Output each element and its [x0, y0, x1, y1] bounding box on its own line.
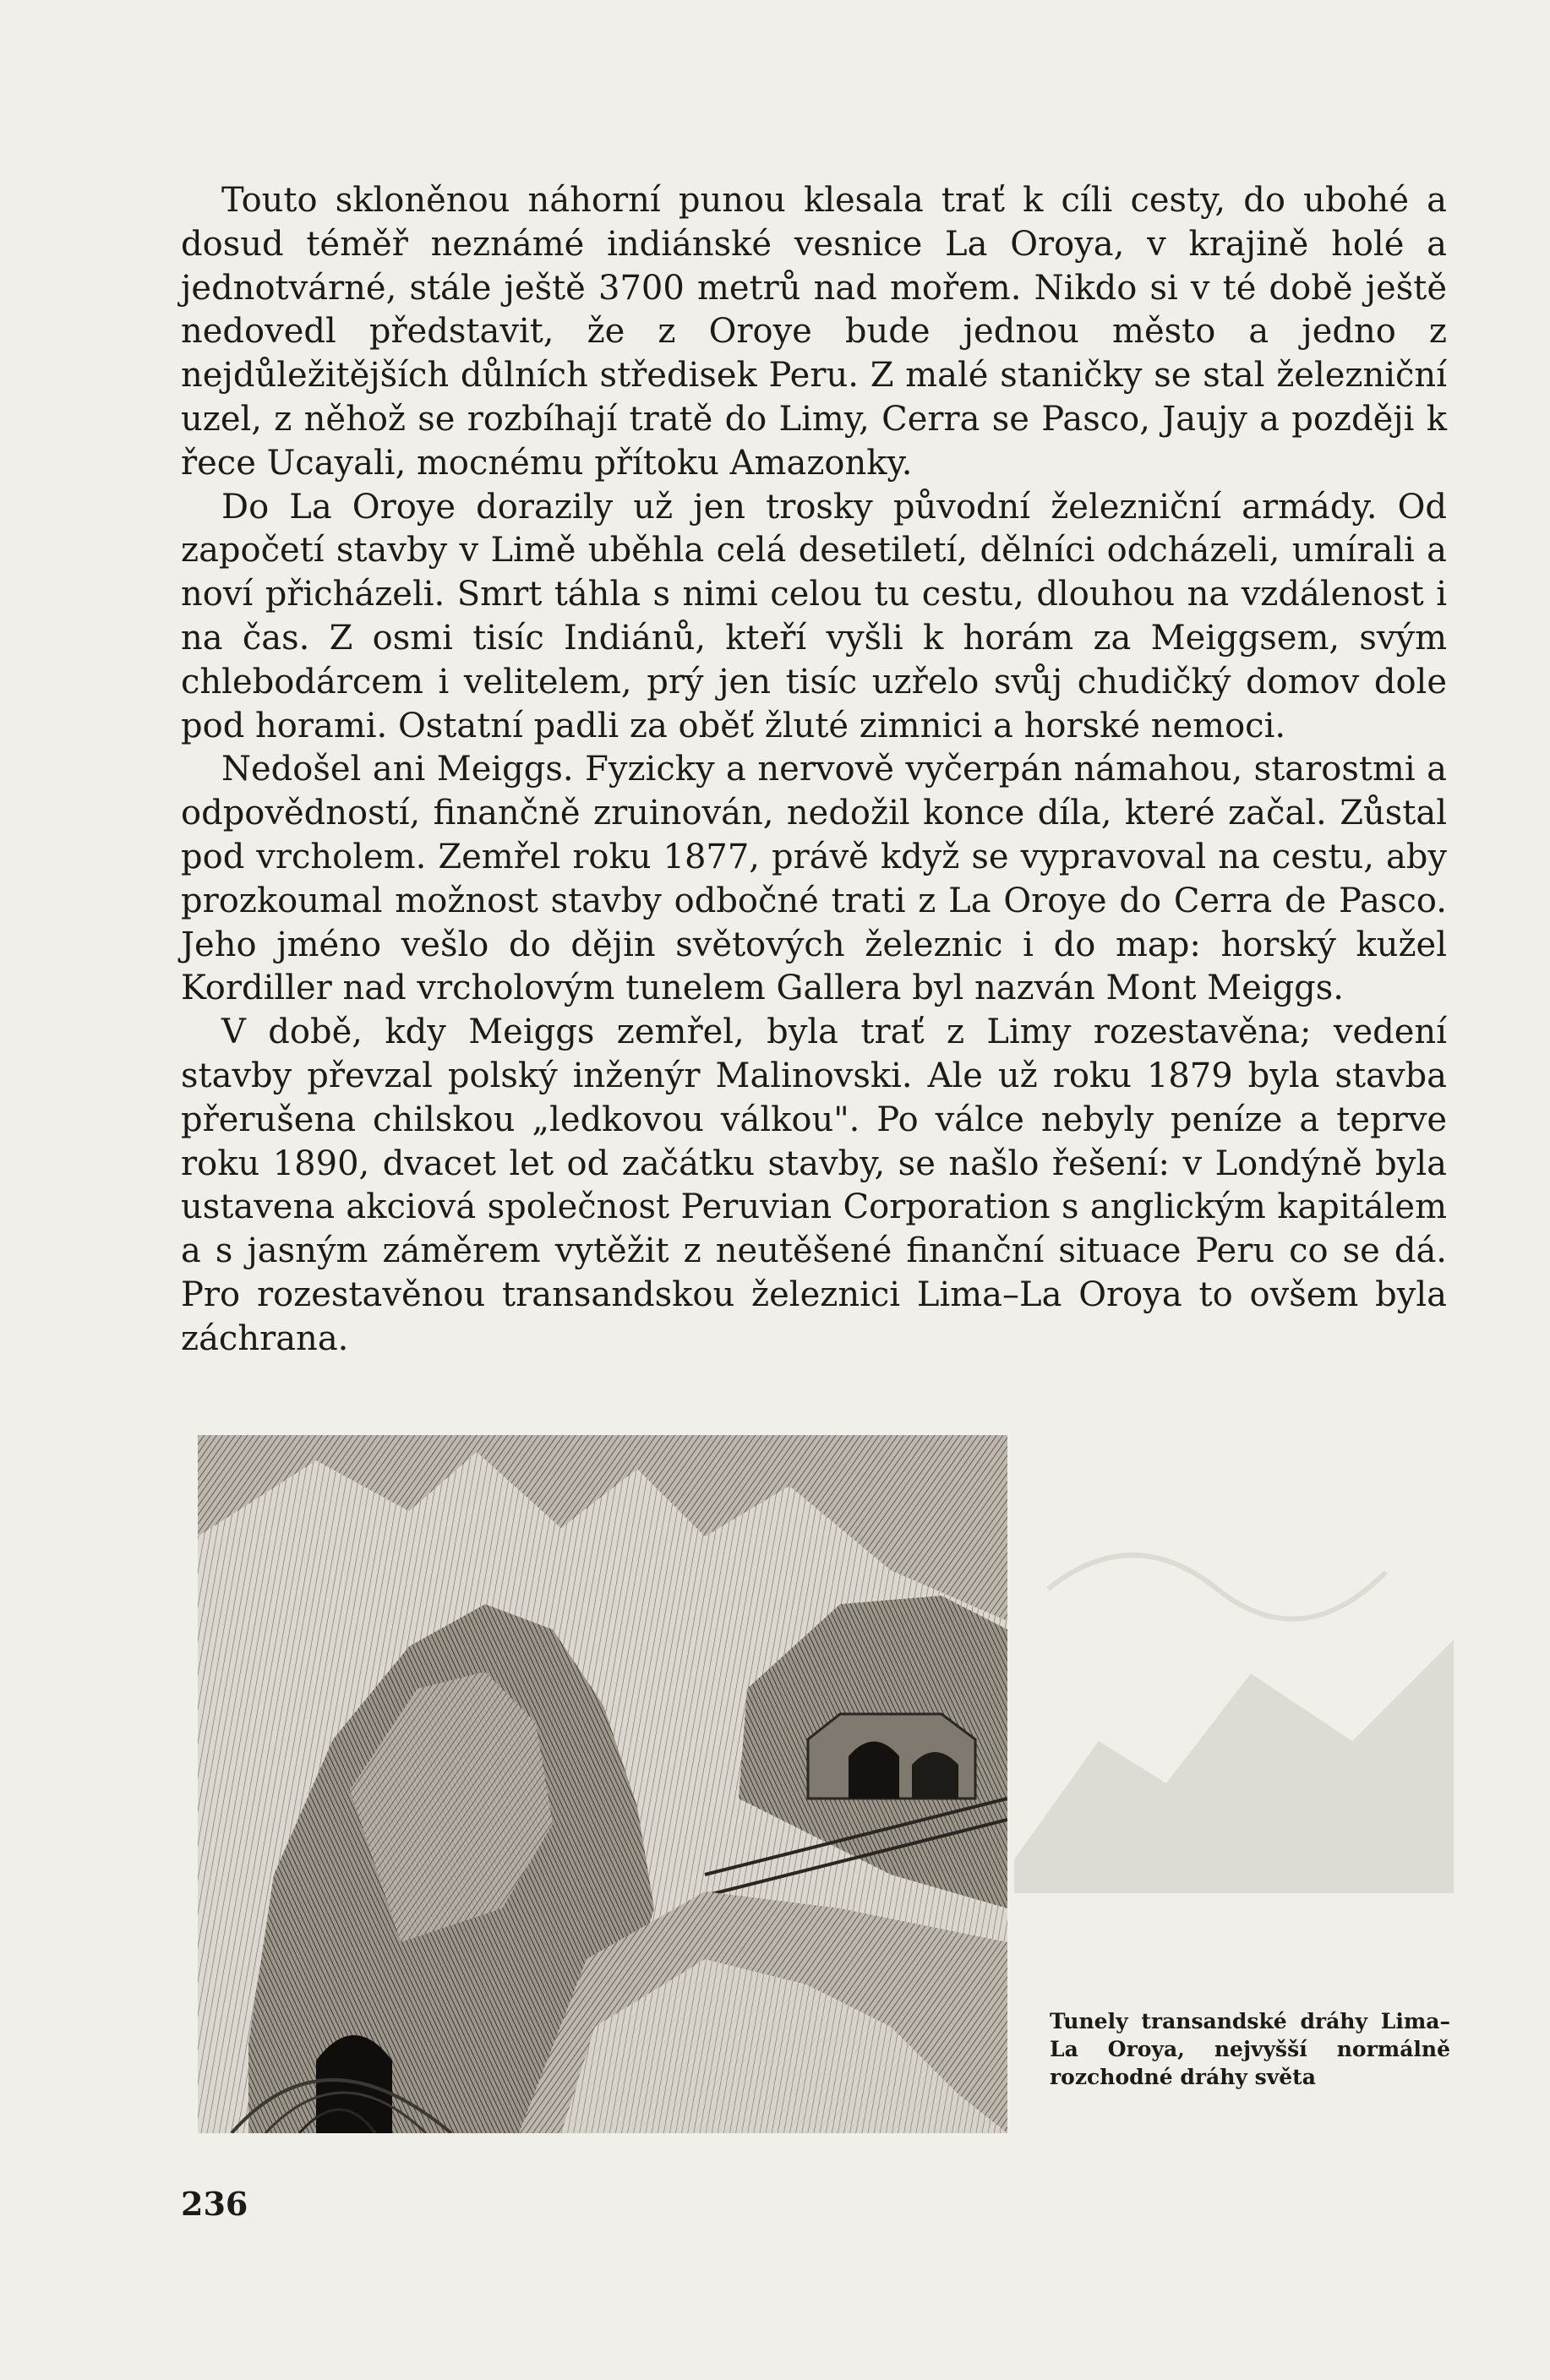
- paragraph-4: V době, kdy Meiggs zemřel, byla trať z Limy rozestavěna; vedení stavby převzal polský inženýr Malinovski. Ale už roku 1879 byla stavba přerušena chilskou „ledkovou válkou". Po válce nebyly peníze a teprve roku 1890, dvacet let od začátku stavby, se našlo řešení: v Londýně byla ustavena akciová společnost Peruvian Corporation s anglickým kapitálem a s jasným záměrem vytěžit z neutěšené finanční situace Peru co se dá. Pro rozestavěnou transandskou železnici Lima–La Oroya to ovšem byla záchrana.: [181, 1013, 1447, 1358]
- background-illustration: [997, 1420, 1471, 1893]
- body-text: [181, 179, 1447, 1362]
- paragraph-1: Touto skloněnou náhorní punou klesala trať k cíli cesty, do ubohé a dosud téměř neznámé indiánské vesnice La Oroya, v krajině holé a jednotvárné, stále ještě 3700 metrů nad mořem. Nikdo si v té době ještě nedovedl představit, že z Oroye bude jednou město a jedno z nejdůležitějších důlních středisek Peru. Z malé staničky se stal železniční uzel, z něhož se rozbíhají tratě do Limy, Cerra se Pasco, Jaujy a později k řece Ucayali, mocnému přítoku Amazonky.: [181, 181, 1447, 483]
- paragraph-3: Nedošel ani Meiggs. Fyzicky a nervově vyčerpán námahou, starostmi a odpovědností, finančně zruinován, nedožil konce díla, které začal. Zůstal pod vrcholem. Zemřel roku 1877, právě když se vypravoval na cestu, aby prozkoumal možnost stavby odbočné trati z La Oroye do Cerra de Pasco. Jeho jméno vešlo do dějin světových železnic i do map: horský kužel Kordiller nad vrcholovým tunelem Gallera byl nazván Mont Meiggs.: [181, 750, 1447, 1008]
- paragraph-2: Do La Oroye dorazily už jen trosky původní železniční armády. Od započetí stavby v Limě uběhla celá desetiletí, dělníci odcházeli, umírali a noví přicházeli. Smrt táhla s nimi celou tu cestu, dlouhou na vzdálenost i na čas. Z osmi tisíc Indiánů, kteří vyšli k horám za Meiggsem, svým chlebodárcem i velitelem, prý jen tisíc uzřelo svůj chudičký domov dole pod horami. Ostatní padli za oběť žluté zimnici a horské nemoci.: [181, 487, 1447, 745]
- tunnel-engraving: [198, 1435, 1007, 2133]
- figure-caption: Tunely transandské dráhy Lima–La Oroya, nejvyšší normálně rozchodné dráhy světa: [1050, 2009, 1450, 2089]
- page-number: 236: [181, 2185, 248, 2223]
